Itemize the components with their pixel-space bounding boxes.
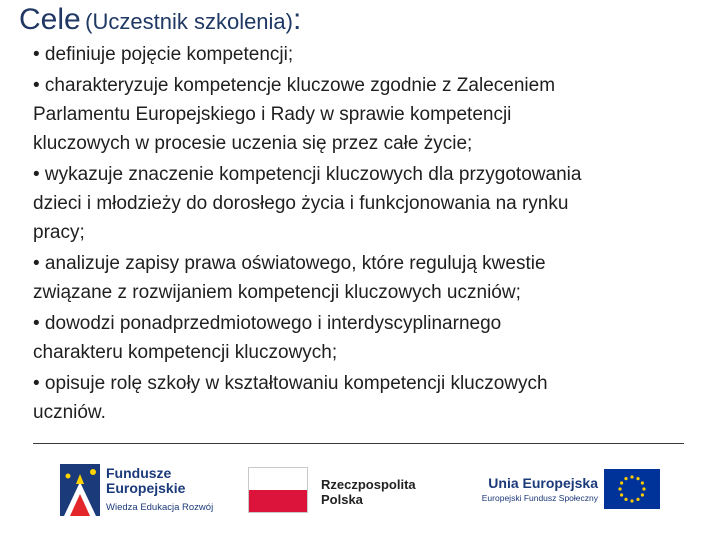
objective-line: • wykazuje znaczenie kompetencji kluczowych dla przygotowania [33,164,582,185]
slide-title [19,2,301,43]
objective-line: • analizuje zapisy prawa oświatowego, które regulują kwestie [33,253,546,274]
objective-line: dzieci i młodzieży do dorosłego życia i funkcjonowania na rynku [33,193,569,214]
title-colon: : [293,3,302,36]
ue-subtitle: Europejski Fundusz Społeczny [481,493,598,503]
fundusze-europejskie-emblem-icon [60,460,104,518]
objectives-list [33,40,697,427]
fundusze-line2: Europejskie [106,480,186,496]
title-main: Cele [19,3,81,36]
objective-line: charakteru kompetencji kluczowych; [33,342,338,363]
objective-line: związane z rozwijaniem kompetencji kluczowych uczniów; [33,282,521,303]
ue-title: Unia Europejska [488,475,598,491]
objective-line: • definiuje pojęcie kompetencji; [33,44,294,65]
fundusze-europejskie-logo [60,460,235,520]
fundusze-text [106,466,213,514]
footer-logos [0,455,720,525]
rp-line2: Polska [321,492,363,507]
title-subtitle: (Uczestnik szkolenia) [85,9,293,34]
objective-line: Parlamentu Europejskiego i Rady w sprawie kompetencji [33,104,512,125]
objective-line: kluczowych w procesie uczenia się przez całe życie; [33,133,473,154]
objective-line: pracy; [33,222,85,243]
polish-flag-icon [248,467,308,513]
objective-item [33,71,697,158]
objective-item [33,309,697,367]
objective-item [33,40,697,69]
eu-flag-icon [604,469,660,509]
fundusze-tagline: Wiedza Edukacja Rozwój [106,502,214,513]
objective-item [33,160,697,247]
objective-line: uczniów. [33,402,106,423]
ue-text [460,475,598,505]
objective-line: • opisuje rolę szkoły w kształtowaniu kompetencji kluczowych [33,373,548,394]
fundusze-line1: Fundusze [106,465,172,481]
rp-text [321,477,416,507]
objective-line: • charakteryzuje kompetencje kluczowe zgodnie z Zaleceniem [33,75,556,96]
objective-item [33,249,697,307]
divider-line [33,443,684,444]
rzeczpospolita-logo [248,467,438,517]
objective-item [33,369,697,427]
objective-line: • dowodzi ponadprzedmiotowego i interdyscyplinarnego [33,313,502,334]
rp-line1: Rzeczpospolita [321,477,416,492]
unia-europejska-logo [460,467,660,517]
